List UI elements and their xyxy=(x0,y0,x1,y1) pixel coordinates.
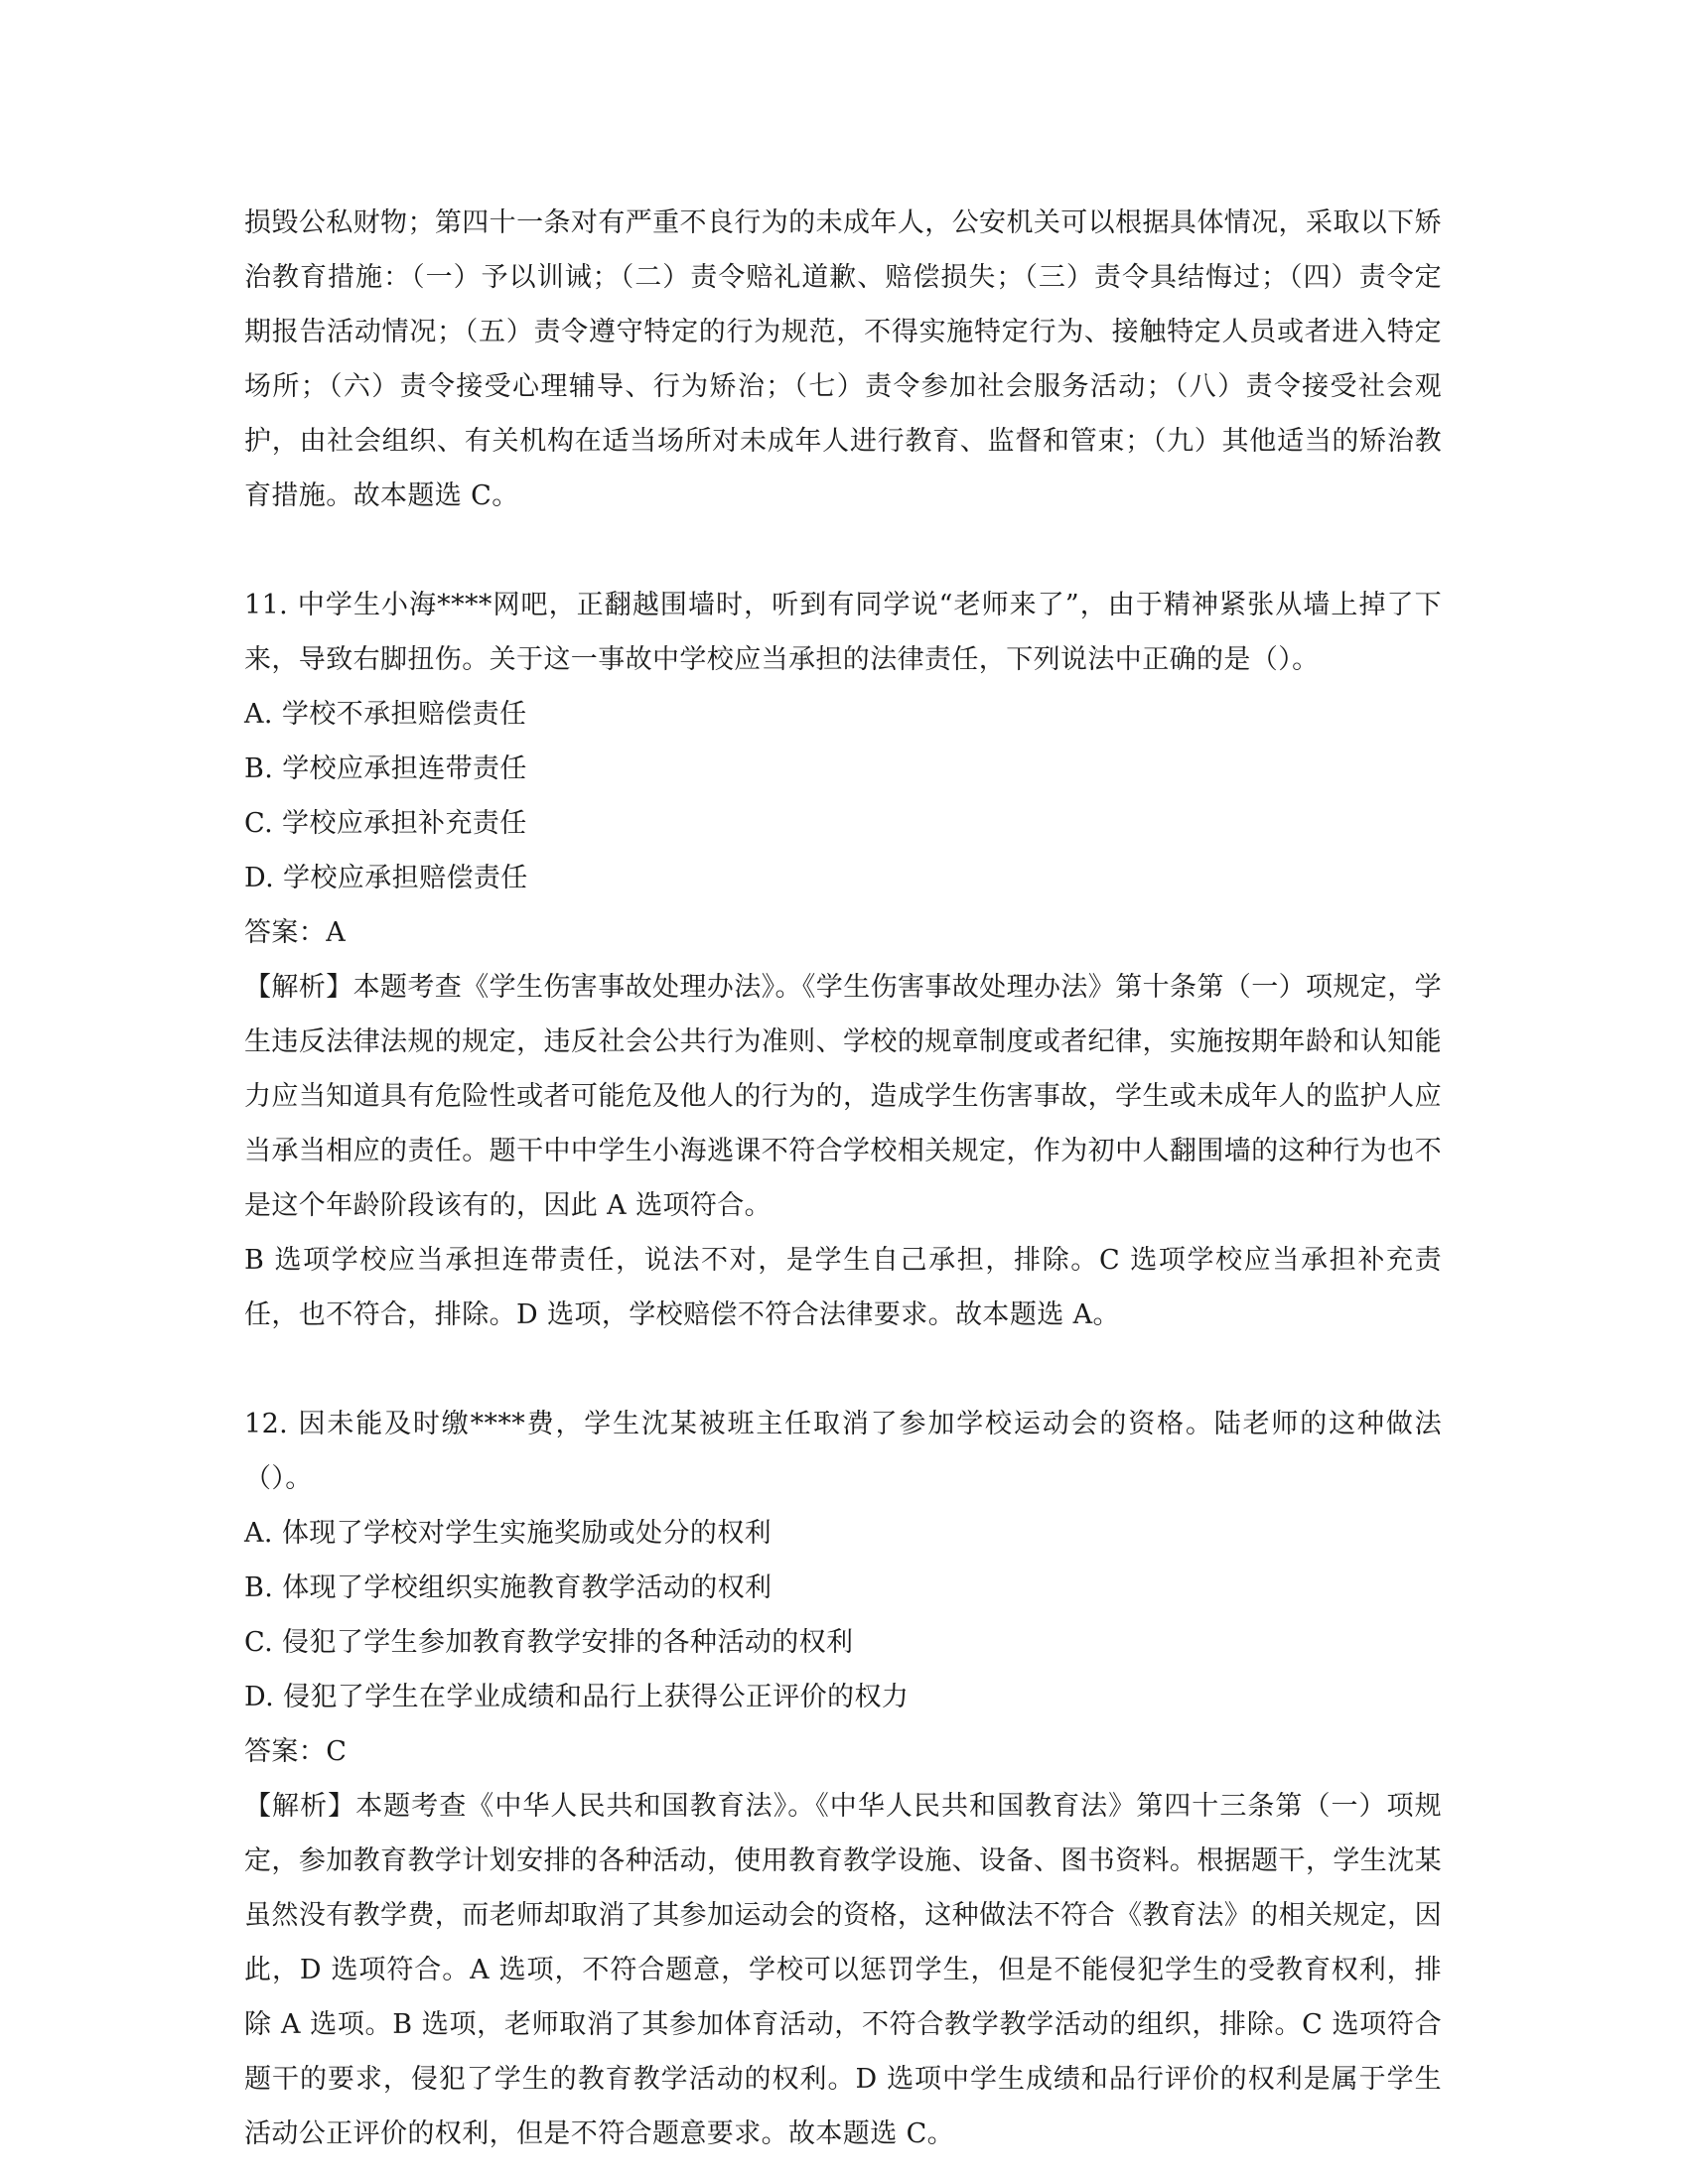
option-b: B. 体现了学校组织实施教育教学活动的权利 xyxy=(244,1572,773,1603)
option-d: D. 学校应承担赔偿责任 xyxy=(244,863,528,893)
option-b: B. 学校应承担连带责任 xyxy=(244,753,527,784)
question-stem: 11. 中学生小海****网吧，正翻越围墙时，听到有同学说“老师来了”，由于精神紧张从墙上掉了下来，导致右脚扭伤。关于这一事故中学校应当承担的法律责任，下列说法中正确的是（）。 xyxy=(244,590,1442,675)
option-d: D. 侵犯了学生在学业成绩和品行上获得公正评价的权力 xyxy=(244,1682,910,1712)
answer-line: 答案：A xyxy=(244,917,347,948)
option-c: C. 侵犯了学生参加教育教学安排的各种活动的权利 xyxy=(244,1627,854,1658)
analysis-paragraph: B 选项学校应当承担连带责任，说法不对，是学生自己承担，排除。C 选项学校应当承担补充责任，也不符合，排除。D 选项，学校赔偿不符合法律要求。故本题选 A。 xyxy=(244,1245,1442,1330)
option-c: C. 学校应承担补充责任 xyxy=(244,808,527,839)
spacer xyxy=(244,523,1442,578)
question-11 xyxy=(244,578,1442,1342)
option-a: A. 体现了学校对学生实施奖励或处分的权利 xyxy=(244,1518,773,1549)
answer-line: 答案：C xyxy=(244,1736,348,1767)
analysis-paragraph: 【解析】本题考查《学生伤害事故处理办法》。《学生伤害事故处理办法》第十条第（一）项规定，学生违反法律法规的规定，违反社会公共行为准则、学校的规章制度或者纪律，实施按期年龄和认知能力应当知道具有危险性或者可能危及他人的行为的，造成学生伤害事故，学生或未成年人的监护人应当承当相应的责任。题干中中学生小海逃课不符合学校相关规定，作为初中人翻围墙的这种行为也不是这个年龄阶段该有的，因此 A 选项符合。 xyxy=(244,972,1442,1221)
spacer xyxy=(244,1342,1442,1397)
document-page xyxy=(244,196,1442,2161)
continuation-paragraph: 损毁公私财物；第四十一条对有严重不良行为的未成年人，公安机关可以根据具体情况，采取以下矫治教育措施：（一）予以训诫；（二）责令赔礼道歉、赔偿损失；（三）责令具结悔过；（四）责令定期报告活动情况；（五）责令遵守特定的行为规范，不得实施特定行为、接触特定人员或者进入特定场所；（六）责令接受心理辅导、行为矫治；（七）责令参加社会服务活动；（八）责令接受社会观护，由社会组织、有关机构在适当场所对未成年人进行教育、监督和管束；（九）其他适当的矫治教育措施。故本题选 C。 xyxy=(244,207,1442,511)
question-12 xyxy=(244,1397,1442,2161)
question-stem: 12. 因未能及时缴****费，学生沈某被班主任取消了参加学校运动会的资格。陆老师的这种做法（）。 xyxy=(244,1409,1442,1494)
analysis-paragraph: 【解析】本题考查《中华人民共和国教育法》。《中华人民共和国教育法》第四十三条第（一）项规定，参加教育教学计划安排的各种活动，使用教育教学设施、设备、图书资料。根据题干，学生沈某虽然没有教学费，而老师却取消了其参加运动会的资格，这种做法不符合《教育法》的相关规定，因此，D 选项符合。A 选项，不符合题意，学校可以惩罚学生，但是不能侵犯学生的受教育权利，排除 A 选项。B 选项，老师取消了其参加体育活动，不符合教学教学活动的组织，排除。C 选项符合题干的要求，侵犯了学生的教育教学活动的权利。D 选项中学生成绩和品行评价的权利是属于学生活动公正评价的权利，但是不符合题意要求。故本题选 C。 xyxy=(244,1791,1442,2149)
option-a: A. 学校不承担赔偿责任 xyxy=(244,699,527,730)
